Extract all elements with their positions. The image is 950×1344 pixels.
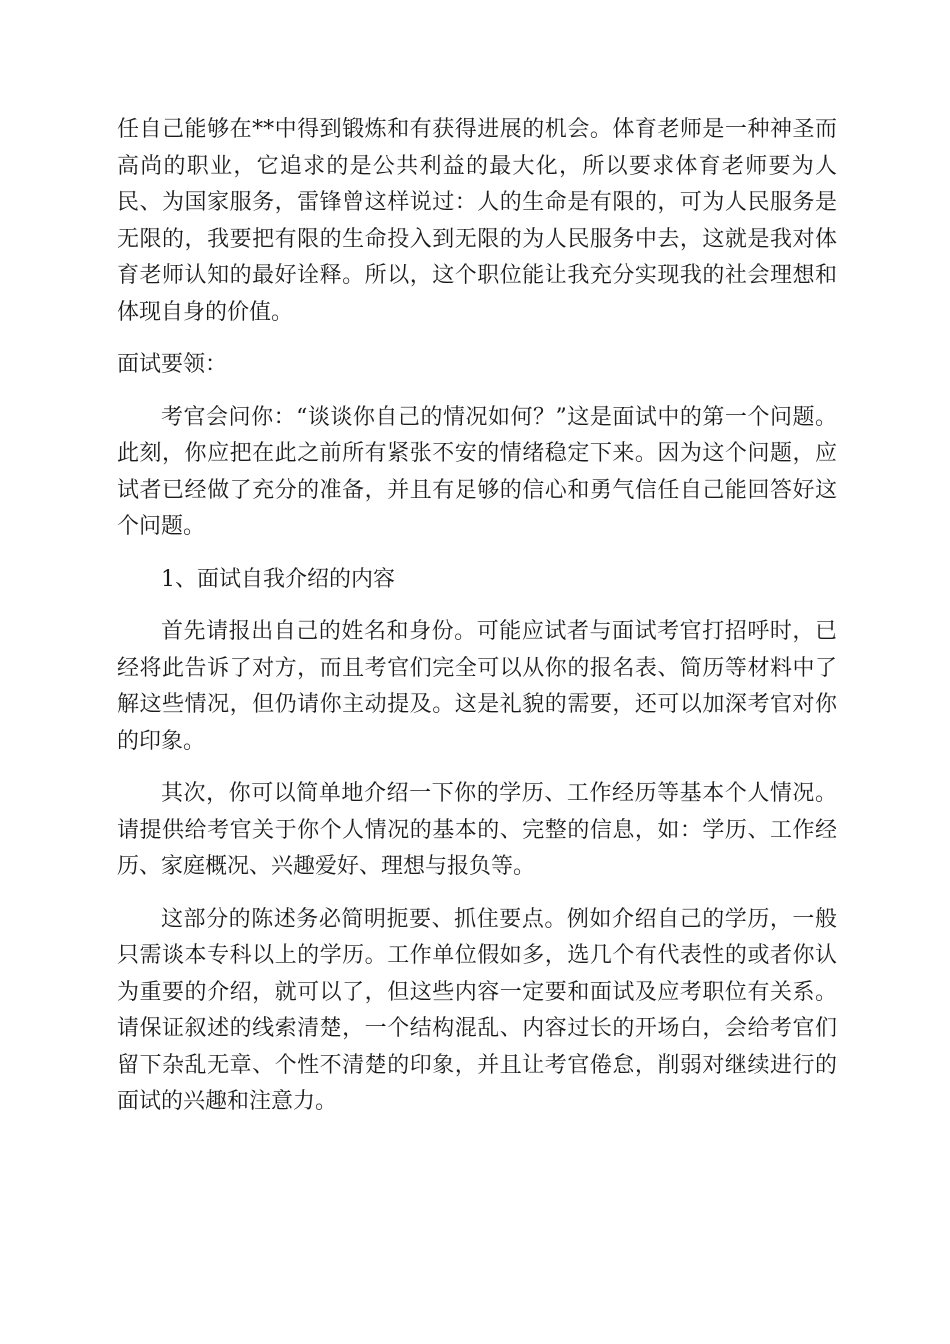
document-body bbox=[117, 112, 837, 1121]
paragraph-intro-continuation: 任自己能够在**中得到锻炼和有获得进展的机会。体育老师是一种神圣而高尚的职业，它追求的是公共利益的最大化，所以要求体育老师要为人民、为国家服务，雷锋曾这样说过：人的生命是有限的，可为人民服务是无限的，我要把有限的生命投入到无限的为人民服务中去，这就是我对体育老师认知的最好诠释。所以，这个职位能让我充分实现我的社会理想和体现自身的价值。 bbox=[117, 117, 837, 325]
paragraph-heading-interview-tips: 面试要领： bbox=[117, 352, 228, 377]
paragraph-name-identity: 首先请报出自己的姓名和身份。可能应试者与面试考官打招呼时，已经将此告诉了对方，而且考官们完全可以从你的报名表、简历等材料中了解这些情况，但仍请你主动提及。这是礼貌的需要，还可以加深考官对你的印象。 bbox=[117, 619, 837, 754]
paragraph-section-heading-1: 1、面试自我介绍的内容 bbox=[161, 566, 395, 592]
paragraph-background-info: 其次，你可以简单地介绍一下你的学历、工作经历等基本个人情况。请提供给考官关于你个人情况的基本的、完整的信息，如：学历、工作经历、家庭概况、兴趣爱好、理想与报负等。 bbox=[117, 781, 837, 879]
paragraph-examiner-question: 考官会问你：“谈谈你自己的情况如何？”这是面试中的第一个问题。此刻，你应把在此之前所有紧张不安的情绪稳定下来。因为这个问题，应试者已经做了充分的准备，并且有足够的信心和勇气信任自己能回答好这个问题。 bbox=[117, 404, 837, 539]
paragraph-concise-statement: 这部分的陈述务必简明扼要、抓住要点。例如介绍自己的学历，一般只需谈本专科以上的学历。工作单位假如多，选几个有代表性的或者你认为重要的介绍，就可以了，但这些内容一定要和面试及应考职位有关系。请保证叙述的线索清楚，一个结构混乱、内容过长的开场白，会给考官们留下杂乱无章、个性不清楚的印象，并且让考官倦怠，削弱对继续进行的面试的兴趣和注意力。 bbox=[117, 906, 837, 1114]
